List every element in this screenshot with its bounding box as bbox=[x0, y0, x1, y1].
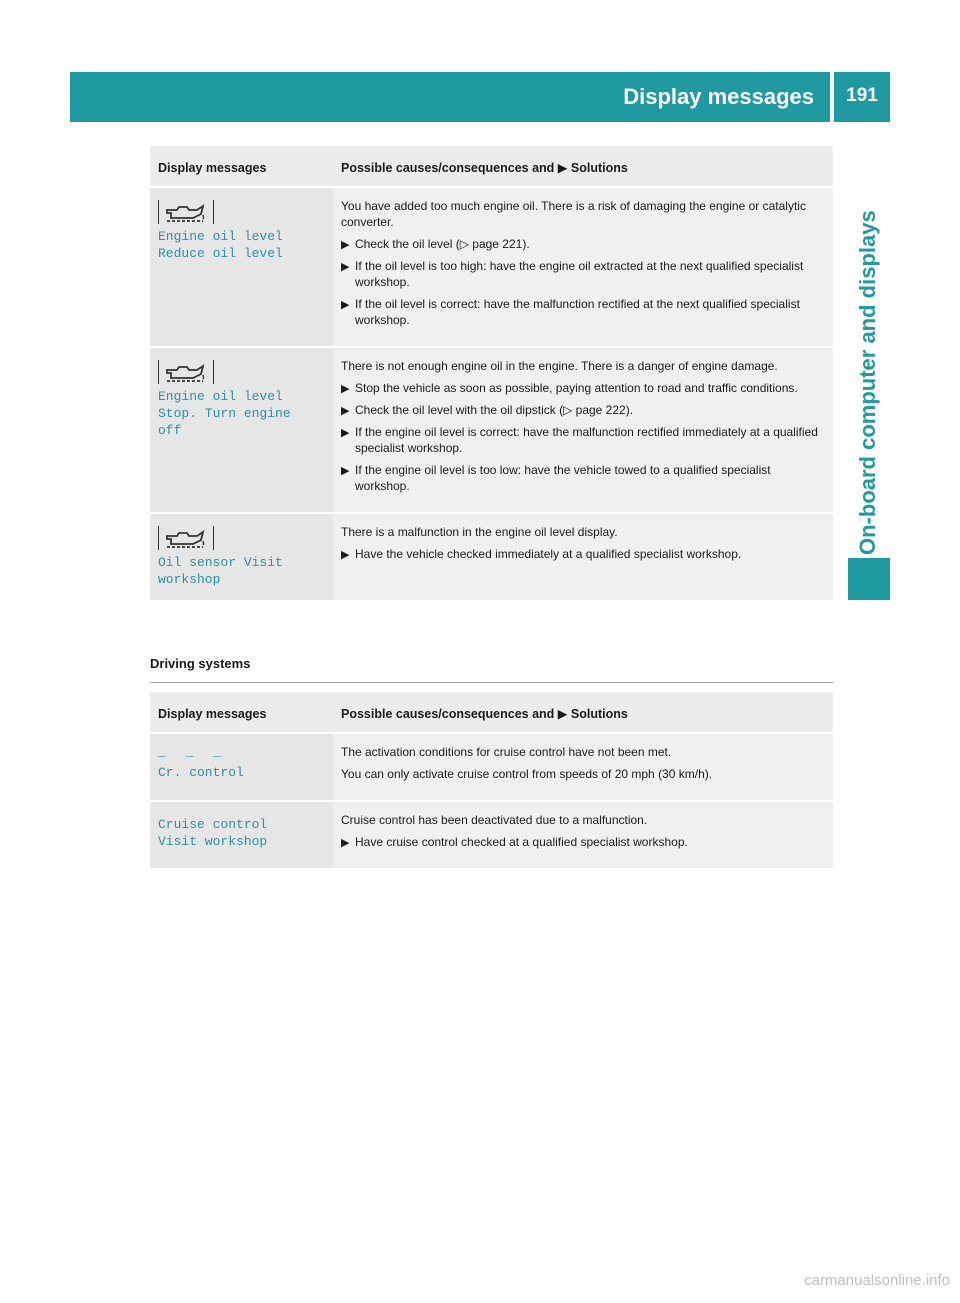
arrow-right-icon: ▶ bbox=[341, 837, 350, 849]
display-message-text: Oil sensor Visit workshop bbox=[158, 555, 283, 587]
solution-step bbox=[341, 834, 825, 850]
arrow-right-icon: ▶ bbox=[341, 465, 350, 477]
solution-step-text: Check the oil level (▷ page 221). bbox=[355, 237, 530, 251]
display-message-text: Cruise control Visit workshop bbox=[158, 817, 268, 849]
table-header-row bbox=[150, 146, 833, 187]
solution-step-text: Stop the vehicle as soon as possible, paying attention to road and traffic conditions. bbox=[355, 381, 798, 395]
causes-cell bbox=[333, 733, 833, 801]
solution-step-text: Check the oil level with the oil dipstick (▷ page 222). bbox=[355, 403, 634, 417]
solution-step bbox=[341, 546, 825, 562]
solution-step bbox=[341, 258, 825, 290]
arrow-right-icon: ▶ bbox=[341, 405, 350, 417]
column-header-causes: Possible causes/consequences and ▶ Solutions bbox=[333, 146, 833, 187]
solution-step-text: If the oil level is too high: have the engine oil extracted at the next qualified specialist workshop. bbox=[355, 259, 804, 289]
column-header-display-messages: Display messages bbox=[150, 692, 333, 733]
driving-systems-table bbox=[150, 692, 833, 868]
solution-step-text: Have cruise control checked at a qualified specialist workshop. bbox=[355, 835, 688, 849]
solution-step bbox=[341, 402, 825, 418]
display-message-text: Engine oil level Reduce oil level bbox=[158, 229, 283, 261]
page-number-box bbox=[834, 72, 890, 122]
arrow-right-icon: ▶ bbox=[341, 239, 350, 251]
causes-cell bbox=[333, 347, 833, 513]
table-row bbox=[150, 801, 833, 868]
arrow-right-icon: ▶ bbox=[341, 383, 350, 395]
solution-step-text: If the engine oil level is correct: have the malfunction rectified immediately at a qualified specialist workshop. bbox=[355, 425, 818, 455]
page-title: Display messages bbox=[623, 84, 814, 109]
header-bar bbox=[70, 72, 830, 122]
section-title: Driving systems bbox=[150, 656, 251, 671]
section-divider bbox=[150, 682, 833, 683]
cause-paragraph: There is not enough engine oil in the engine. There is a danger of engine damage. bbox=[341, 359, 778, 373]
watermark: carmanualsonline.info bbox=[804, 1272, 950, 1289]
column-header-causes: Possible causes/consequences and ▶ Solutions bbox=[333, 692, 833, 733]
message-cell bbox=[150, 187, 333, 347]
arrow-right-icon: ▶ bbox=[557, 707, 568, 721]
message-cell bbox=[150, 733, 333, 801]
causes-cell bbox=[333, 513, 833, 600]
cause-paragraph: There is a malfunction in the engine oil level display. bbox=[341, 525, 618, 539]
cause-paragraph: You can only activate cruise control from speeds of 20 mph (30 km/h). bbox=[341, 767, 713, 781]
dashes-indicator: _ _ _ bbox=[158, 744, 228, 759]
solution-step-text: If the engine oil level is too low: have the vehicle towed to a qualified specialist workshop. bbox=[355, 463, 771, 493]
cause-paragraph: You have added too much engine oil. There is a risk of damaging the engine or catalytic converter. bbox=[341, 199, 806, 229]
cause-paragraph: Cruise control has been deactivated due to a malfunction. bbox=[341, 813, 648, 827]
table-row bbox=[150, 513, 833, 600]
page-number: 191 bbox=[846, 85, 878, 106]
arrow-right-icon: ▶ bbox=[341, 299, 350, 311]
solution-step-text: Have the vehicle checked immediately at a qualified specialist workshop. bbox=[355, 547, 742, 561]
side-tab-label: On-board computer and displays bbox=[855, 210, 880, 555]
causes-cell bbox=[333, 801, 833, 868]
engine-oil-icon bbox=[158, 360, 214, 384]
message-cell bbox=[150, 513, 333, 600]
table-row bbox=[150, 187, 833, 347]
display-message-text: Cr. control bbox=[158, 765, 244, 780]
message-cell bbox=[150, 801, 333, 868]
table-row bbox=[150, 347, 833, 513]
engine-oil-icon bbox=[158, 200, 214, 224]
arrow-right-icon: ▶ bbox=[341, 261, 350, 273]
cause-paragraph: The activation conditions for cruise control have not been met. bbox=[341, 745, 672, 759]
solution-step bbox=[341, 424, 825, 456]
solution-step-text: If the oil level is correct: have the malfunction rectified at the next qualified specialist workshop. bbox=[355, 297, 800, 327]
engine-oil-icon bbox=[158, 526, 214, 550]
causes-cell bbox=[333, 187, 833, 347]
arrow-right-icon: ▶ bbox=[341, 549, 350, 561]
solution-step bbox=[341, 236, 825, 252]
arrow-right-icon: ▶ bbox=[557, 161, 568, 175]
solution-step bbox=[341, 462, 825, 494]
table-header-row bbox=[150, 692, 833, 733]
arrow-right-icon: ▶ bbox=[341, 427, 350, 439]
column-header-display-messages: Display messages bbox=[150, 146, 333, 187]
solution-step bbox=[341, 296, 825, 328]
solution-step bbox=[341, 380, 825, 396]
side-tab-marker bbox=[848, 558, 890, 600]
engine-oil-messages-table bbox=[150, 146, 833, 600]
table-row bbox=[150, 733, 833, 801]
display-message-text: Engine oil level Stop. Turn engine off bbox=[158, 389, 291, 438]
message-cell bbox=[150, 347, 333, 513]
